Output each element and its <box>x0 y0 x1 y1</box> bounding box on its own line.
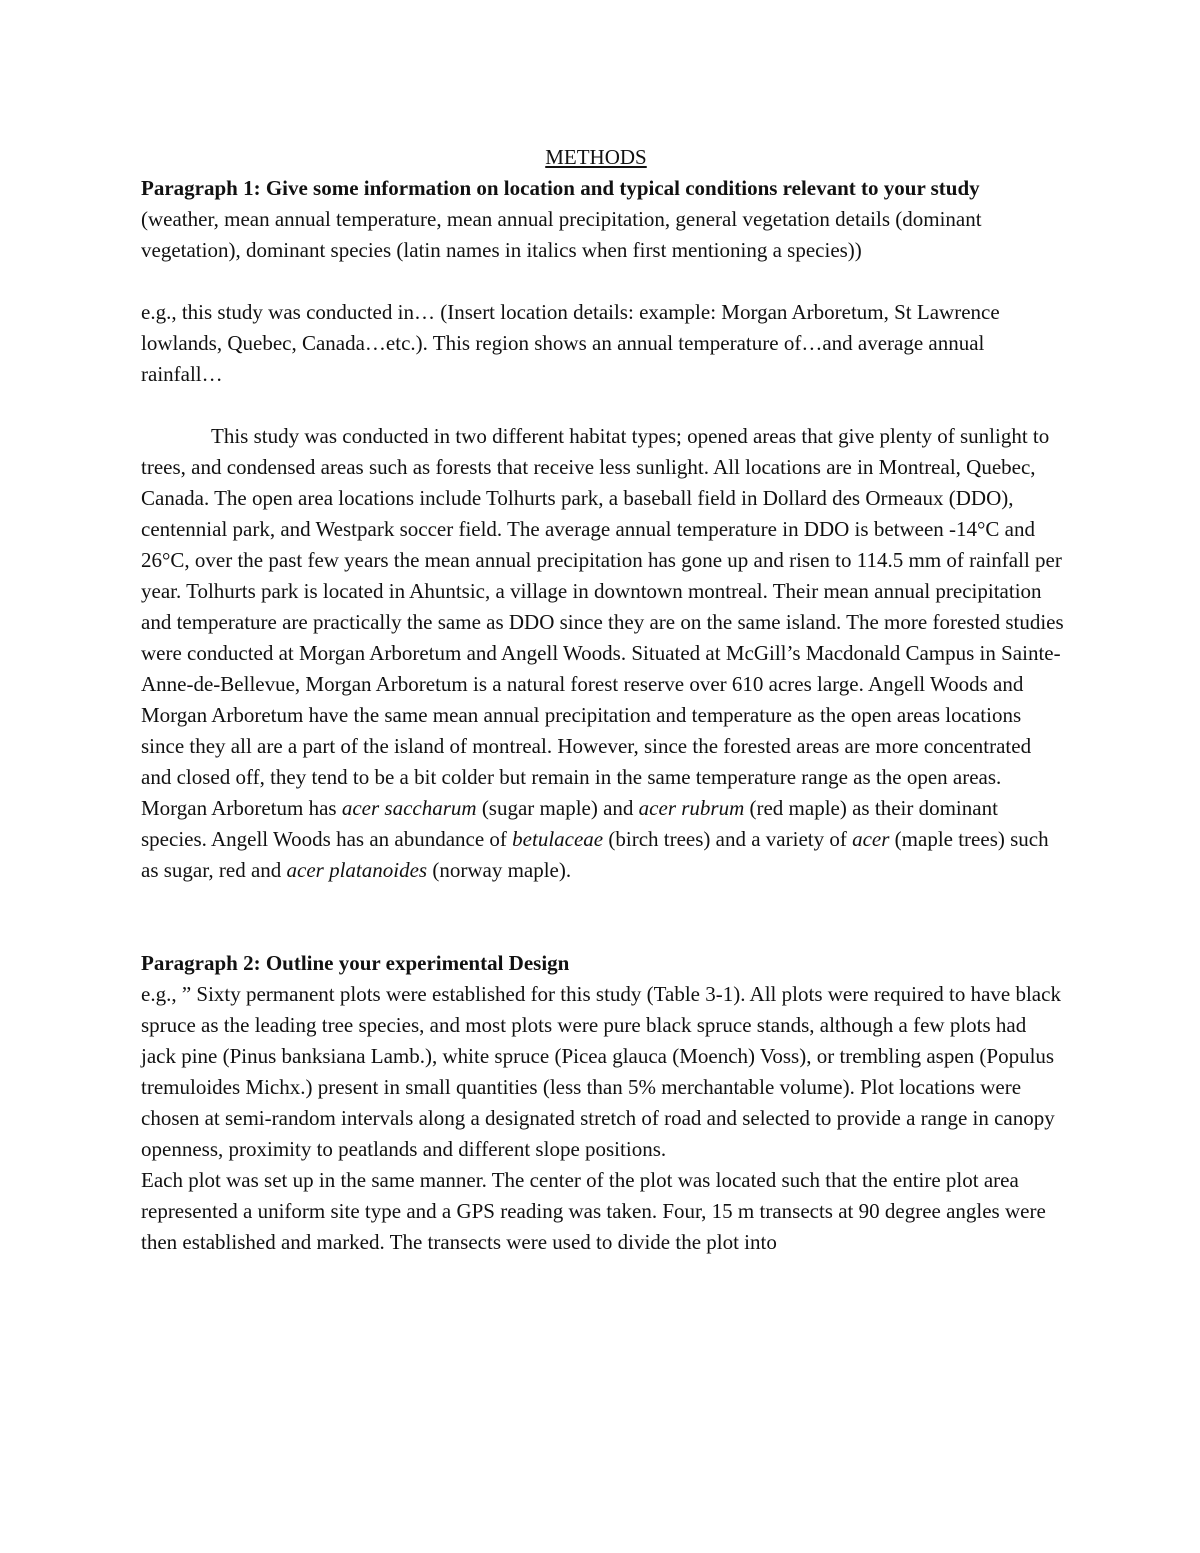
document-page <box>141 142 1066 1258</box>
paragraph-1-body <box>141 421 1066 886</box>
body-text: (norway maple). <box>427 858 572 882</box>
body-text: This study was conducted in two different habitat types; opened areas that give plenty of sunlight to trees, and condensed areas such as forests that receive less sunlight. All locations are in Montreal, Quebec, Canada. The open area locations include Tolhurts park, a baseball field in Dollard des Ormeaux (DDO), centennial park, and Westpark soccer field. The average annual temperature in DDO is between -14°C and 26°C, over the past few years the mean annual precipitation has gone up and risen to 114.5 mm of rainfall per year. Tolhurts park is located in Ahuntsic, a village in downtown montreal. Their mean annual precipitation and temperature are practically the same as DDO since they are on the same island. The more forested studies were conducted at Morgan Arboretum and Angell Woods. Situated at McGill’s Macdonald Campus in Sainte-Anne-de-Bellevue, Morgan Arboretum is a natural forest reserve over 610 acres large. Angell Woods and Morgan Arboretum have the same mean annual precipitation and temperature as the open areas locations since they all are a part of the island of montreal. However, since the forested areas are more concentrated and closed off, they tend to be a bit colder but remain in the same temperature range as the open areas. Morgan Arboretum has <box>141 424 1064 820</box>
paragraph-1-heading: Paragraph 1: Give some information on location and typical conditions relevant to your study <box>141 176 980 200</box>
paragraph-1-example: e.g., this study was conducted in… (Insert location details: example: Morgan Arboretum, St Lawrence lowlands, Quebec, Canada…etc.). This region shows an annual temperature of…and average annual rainfall… <box>141 300 1000 386</box>
species-name: acer platanoides <box>286 858 428 882</box>
species-name: acer <box>852 827 890 851</box>
paragraph-2-heading: Paragraph 2: Outline your experimental Design <box>141 951 570 975</box>
spacer <box>141 390 1066 421</box>
spacer <box>141 886 1066 948</box>
species-name: acer saccharum <box>341 796 477 820</box>
species-name: betulaceae <box>512 827 604 851</box>
body-text: (birch trees) and a variety of <box>603 827 853 851</box>
paragraph-2-continuation: Each plot was set up in the same manner. The center of the plot was located such that the entire plot area represented a uniform site type and a GPS reading was taken. Four, 15 m transects at 90 degree angles were then established and marked. The transects were used to divide the plot into <box>141 1168 1046 1254</box>
paragraph-1-instructions: (weather, mean annual temperature, mean annual precipitation, general vegetation details (dominant vegetation), dominant species (latin names in italics when first mentioning a species)) <box>141 207 982 262</box>
paragraph-2-example: e.g., ” Sixty permanent plots were established for this study (Table 3-1). All plots were required to have black spruce as the leading tree species, and most plots were pure black spruce stands, although a few plots had jack pine (Pinus banksiana Lamb.), white spruce (Picea glauca (Moench) Voss), or trembling aspen (Populus tremuloides Michx.) present in small quantities (less than 5% merchantable volume). Plot locations were chosen at semi-random intervals along a designated stretch of road and selected to provide a range in canopy openness, proximity to peatlands and different slope positions. <box>141 982 1061 1161</box>
body-text: (maple trees) such as sugar, red and <box>141 827 1049 882</box>
spacer <box>141 266 1066 297</box>
species-name: acer rubrum <box>638 796 745 820</box>
body-text: (red maple) as their dominant species. Angell Woods has an abundance of <box>141 796 998 851</box>
body-text: (sugar maple) and <box>476 796 639 820</box>
page-title: METHODS <box>545 145 647 169</box>
